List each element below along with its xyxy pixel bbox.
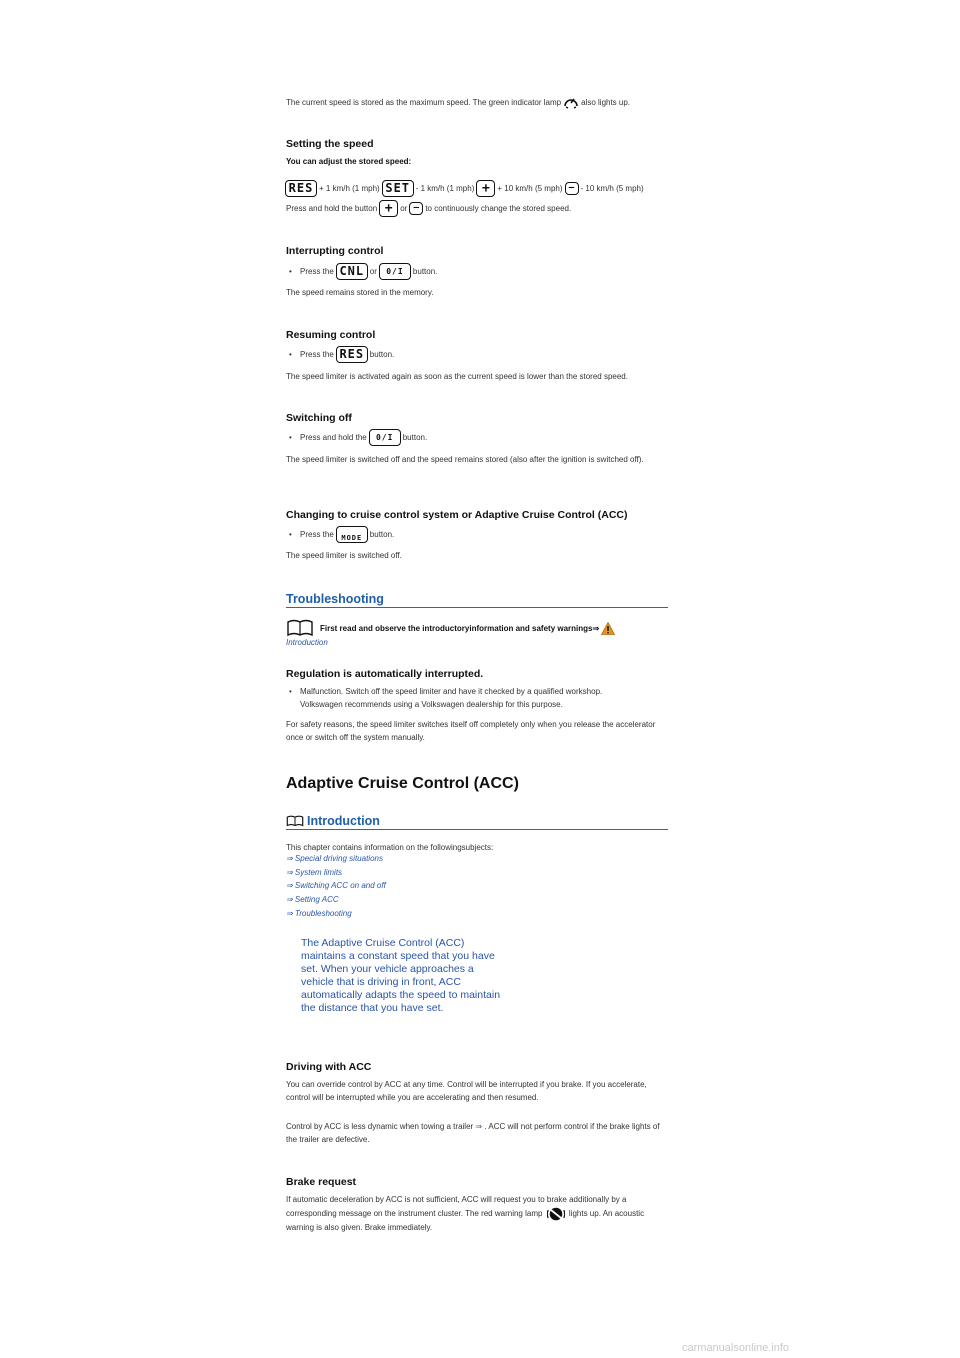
regulation-note: For safety reasons, the speed limiter switches itself off completely only when you release the accelerator once or switch off the system manually. [286, 720, 656, 742]
interrupting-note: The speed remains stored in the memory. [286, 288, 434, 297]
res-key: RES [285, 180, 317, 197]
changing-heading: Changing to cruise control system or Adaptive Cruise Control (ACC) [286, 509, 628, 521]
speed-adjust-row: RES + 1 km/h (1 mph) SET - 1 km/h (1 mph) + + 10 km/h (5 mph) – - 10 km/h (5 mph) [285, 180, 644, 197]
read-first-line: First read and observe the introductoryinformation and safety warnings⇒ [286, 619, 615, 637]
set-key: SET [382, 180, 414, 197]
hold-button-line: Press and hold the button + or – to continuously change the stored speed. [286, 201, 572, 216]
link-troubleshooting[interactable]: ⇒ Troubleshooting [286, 909, 352, 918]
plus-key: + [379, 200, 398, 217]
setting-speed-heading: Setting the speed [286, 138, 374, 150]
changing-bullet: • Press the MODE button. [300, 526, 394, 543]
link-system-limits[interactable]: ⇒ System limits [286, 868, 343, 877]
brake-request-heading: Brake request [286, 1176, 357, 1188]
resuming-bullet: • Press the RES button. [300, 346, 394, 363]
plus-key: + [476, 180, 495, 197]
resuming-heading: Resuming control [286, 329, 376, 341]
minus-key: – [409, 202, 423, 215]
speed-limiter-onoff-key: 0/I [369, 429, 401, 446]
regulation-bullet: • Malfunction. Switch off the speed limiter and have it checked by a qualified workshop. Volkswagen recommends using a Volkswagen dealership for this purpose. [300, 685, 645, 711]
speedometer-icon [563, 95, 579, 109]
link-switching-acc[interactable]: ⇒ Switching ACC on and off [286, 881, 386, 890]
link-setting-acc[interactable]: ⇒ Setting ACC [286, 895, 339, 904]
book-icon [286, 619, 314, 637]
speed-limiter-onoff-key: 0/I [379, 263, 411, 280]
driving-with-acc-p2: Control by ACC is less dynamic when towing a trailer ⇒ . ACC will not perform control if the brake lights of the trailer are defective. [286, 1122, 660, 1144]
introduction-link[interactable]: Introduction [286, 638, 328, 647]
mode-key: MODE [336, 526, 368, 543]
trailer-reference-link[interactable]: ⇒ [475, 1122, 483, 1131]
acc-chapter-title: Adaptive Cruise Control (ACC) [286, 775, 519, 792]
switching-off-bullet: • Press and hold the 0/I button. [300, 429, 427, 446]
acc-intro-text: This chapter contains information on the followingsubjects: [286, 843, 494, 852]
cnl-key: CNL [336, 263, 368, 280]
link-special-driving-situations[interactable]: ⇒ Special driving situations [286, 854, 383, 863]
brake-warning-icon [547, 1207, 565, 1221]
stored-speed-line: The current speed is stored as the maximum speed. The green indicator lamp also lights up. [286, 95, 630, 109]
book-icon [286, 815, 304, 827]
driving-with-acc-p1: You can override control by ACC at any time. Control will be interrupted if you brake. If you accelerate, control will be interrupted while you are accelerating and then resumed. [286, 1080, 647, 1102]
interrupting-bullet: • Press the CNL or 0/I button. [300, 263, 437, 280]
troubleshooting-section-title: Troubleshooting [286, 592, 668, 608]
resuming-note: The speed limiter is activated again as soon as the current speed is lower than the stored speed. [286, 372, 628, 381]
res-key: RES [336, 346, 368, 363]
driving-with-acc-heading: Driving with ACC [286, 1061, 372, 1073]
site-watermark: carmanualsonline.info [682, 1342, 790, 1354]
interrupting-heading: Interrupting control [286, 245, 384, 257]
acc-introduction-section-title: Introduction [286, 814, 668, 830]
changing-note: The speed limiter is switched off. [286, 551, 402, 560]
switching-off-heading: Switching off [286, 412, 352, 424]
acc-callout: The Adaptive Cruise Control (ACC) maintains a constant speed that you have set. When your vehicle approaches a vehicle that is driving in front, ACC automatically adapts the speed to maintain the distance that you have set. [301, 937, 501, 1014]
minus-key: – [565, 182, 579, 195]
regulation-heading: Regulation is automatically interrupted. [286, 668, 484, 680]
setting-speed-subheading: You can adjust the stored speed: [286, 157, 412, 166]
brake-request-paragraph: If automatic deceleration by ACC is not sufficient, ACC will request you to brake additionally by a corresponding message on the instrument cluster. The red warning lamp lights up. An acoustic warning is also given. Brake immediately. [286, 1195, 645, 1232]
warning-triangle-icon [601, 622, 615, 635]
switching-off-note: The speed limiter is switched off and the speed remains stored (also after the ignition is switched off). [286, 455, 644, 464]
